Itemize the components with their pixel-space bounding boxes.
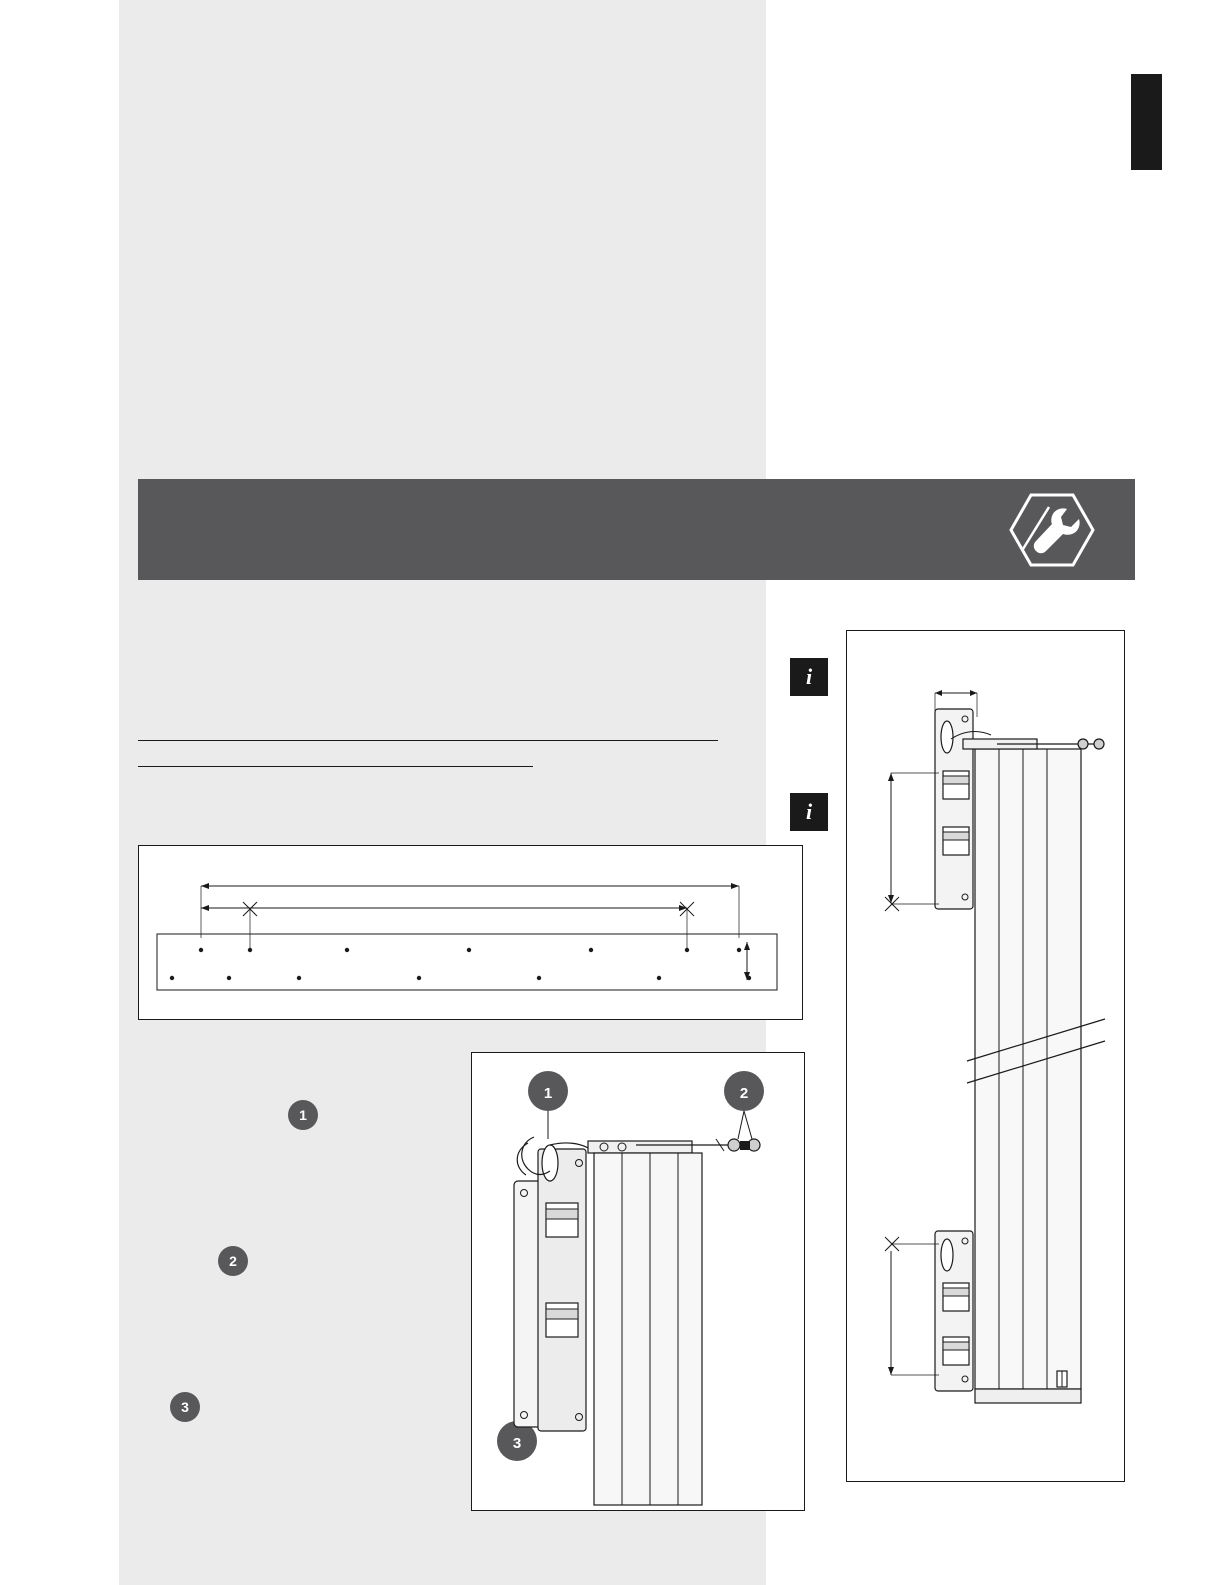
bracket-detail-figure bbox=[471, 1052, 805, 1511]
step-list bbox=[150, 1086, 480, 1415]
side-elevation-figure bbox=[846, 630, 1125, 1482]
info-icon-1: i bbox=[790, 658, 828, 696]
section-banner bbox=[138, 479, 1135, 580]
drilling-template-figure bbox=[138, 845, 803, 1020]
horizontal-rule-short bbox=[138, 766, 533, 767]
horizontal-rule-long bbox=[138, 740, 718, 741]
step-bullet-1: 1 bbox=[288, 1100, 318, 1130]
list-item bbox=[150, 1290, 480, 1415]
step-bullet-2: 2 bbox=[218, 1246, 248, 1276]
list-item bbox=[150, 1188, 480, 1269]
list-item bbox=[150, 1086, 480, 1132]
chapter-tab bbox=[1131, 74, 1162, 170]
info-icon-2: i bbox=[790, 793, 828, 831]
step-bullet-3: 3 bbox=[170, 1392, 200, 1422]
svg-text:2: 2 bbox=[739, 1085, 749, 1102]
page-left-margin bbox=[0, 0, 119, 1585]
svg-text:1: 1 bbox=[543, 1085, 553, 1102]
wrench-hexagon-icon bbox=[1009, 493, 1095, 567]
svg-text:3: 3 bbox=[512, 1435, 522, 1452]
